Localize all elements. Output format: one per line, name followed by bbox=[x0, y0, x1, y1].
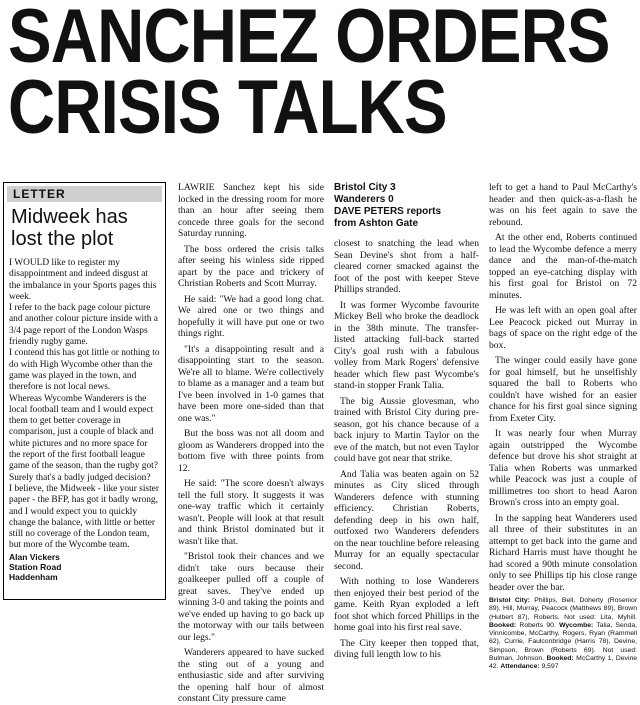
byline-score-home: Bristol City 3 bbox=[334, 182, 396, 193]
letter-paragraph: Whereas Wycombe Wanderers is the local football team and I would expect them to get better coverage in comparison, just a couple of black and white pictures and no more space for the report of the first football league game of the season, than the rugby got? bbox=[9, 393, 158, 472]
byline-venue: from Ashton Gate bbox=[334, 218, 419, 229]
article-paragraph: He said: "We had a good long chat. We aired one or two things and hopefully it will have put one or two things right. bbox=[178, 293, 324, 339]
letter-paragraph: I WOULD like to register my disappointment and indeed disgust at the imbalance in your Sports pages this week. bbox=[9, 258, 157, 302]
article-paragraph: closest to snatching the lead when Sean Devine's shot from a half-cleared corner smacked against the foot of the post with keeper Steve Phillips stranded. bbox=[334, 238, 479, 295]
letter-paragraph: I contend this has got little or nothing to do with High Wycombe other than the game was played in the town, and therefore is not local news. bbox=[9, 348, 160, 393]
team-entry: Attendance: 9,597 bbox=[500, 663, 559, 671]
byline-reporter: DAVE PETERS reports bbox=[334, 206, 442, 217]
article-paragraph: Wanderers appeared to have sucked the sting out of a young and enthusiastic side and after surviving the opening half hour of almost constant City pressure came bbox=[178, 647, 324, 704]
article-paragraph: He said: "The score doesn't always tell the full story. It suggests it was one-way traffic which it certainly wasn't. People will look at that result and think Bristol dominated but it wasn't like that. bbox=[178, 478, 324, 547]
article-paragraph: And Talia was beaten again on 52 minutes as City sliced through Wanderers defence with stunning efficiency. Christian Roberts, defending deep in his own half, outfoxed two Wanderers defenders on the near touchline before releasing Murray for an equally spectacular second. bbox=[334, 468, 479, 572]
article-paragraph: At the other end, Roberts continued to lead the Wycombe defence a merry dance and the man-of-the-match topped an eye-catching display with his first goal for Bristol on 72 minutes. bbox=[489, 232, 637, 301]
article-paragraph: He was left with an open goal after Lee Peacock picked out Murray in bags of space on the right edge of the box. bbox=[489, 305, 637, 351]
article-paragraph: "Bristol took their chances and we didn't take ours because their goalkeeper pulled off a couple of great saves. They've ended up winning 3-0 and taking the points and we've ended up having to go back up the motorway with our tails between our legs." bbox=[178, 551, 324, 643]
article-paragraph: LAWRIE Sanchez kept his side locked in the dressing room for more than an hour after seeing them concede three goals for the second Saturday running. bbox=[178, 182, 324, 239]
letter-paragraph: I believe, the Midweek - like your sister paper - the BFP, has got it badly wrong, and I would expect you to quickly change the balance, with little or better still no coverage of the London team, but more of the Wycombe team. bbox=[9, 483, 159, 551]
article-column-1 bbox=[178, 182, 324, 704]
article-column-3 bbox=[489, 182, 638, 671]
article-paragraph: With nothing to lose Wanderers then enjoyed their best period of the game. Keith Ryan exploded a left foot shot which forced Phillips in the home goal into his first real save. bbox=[334, 576, 479, 633]
letter-signature-name: Alan Vickers bbox=[9, 551, 60, 562]
letter-signature-town: Haddenham bbox=[9, 571, 58, 582]
headline-line-1: SANCHEZ ORDERS bbox=[8, 0, 610, 79]
article-paragraph: But the boss was not all doom and gloom as Wanderers dropped into the bottom five with three points from 12. bbox=[178, 428, 324, 474]
team-entry: Booked: McCarthy 1, Devine 42. bbox=[489, 655, 638, 671]
team-entry: Booked: Roberts 90. bbox=[489, 621, 556, 629]
article-paragraph: In the sapping heat Wanderers used all three of their substitutes in an attempt to get back into the game and Richard Harris must have thought he had scored a 90th minute consolation only to see Phillips tip his close range header over the bar. bbox=[489, 512, 637, 593]
team-entry: Wycombe: Talia, Senda, Vinnicombe, McCarthy, Rogers, Ryan (Rammell 62), Currie, Faulconbridge (Harris 78), Devine, Simpson, Brown (Roberts 69). Not used: Bulman, Johnson. bbox=[489, 621, 637, 663]
byline-score-away: Wanderers 0 bbox=[334, 194, 394, 205]
letter-box bbox=[3, 182, 166, 600]
headline-line-2: CRISIS TALKS bbox=[8, 65, 447, 150]
article-column-2 bbox=[334, 182, 479, 660]
article-paragraph: The big Aussie glovesman, who trained with Bristol City during pre-season, got his chance because of a back injury to Martin Taylor on the eve of the match, but not even Taylor could have got near that strike. bbox=[334, 395, 479, 464]
letter-paragraph: I refer to the back page colour picture and another colour picture inside with a 3/4 page report of the London Wasps friendly rugby game. bbox=[9, 303, 158, 348]
headline bbox=[8, 0, 610, 150]
letter-signature-street: Station Road bbox=[9, 561, 62, 572]
article-paragraph: "It's a disappointing result and a disappointing start to the season. We're all to blame. We're collectively to blame as a manager and a team but I've been involved in 1-0 games that have been more one-sided than that one was." bbox=[178, 343, 324, 424]
article-paragraph: The winger could easily have gone for goal himself, but he unselfishly squared the ball to Roberts who couldn't have wished for an easier chance for his first goal since signing from Exeter City. bbox=[489, 355, 637, 424]
article-paragraph: The City keeper then topped that, diving full length low to his bbox=[334, 637, 479, 660]
article-paragraph: It was nearly four when Murray again outstripped the Wycombe defence but drove his shot straight at Talia when Roberts was unmarked while Peacock was just a couple of millimetres too short to head Aaron Brown's cross into an empty goal. bbox=[489, 428, 637, 508]
article-paragraph: left to get a hand to Paul McCarthy's header and then quick-as-a-flash he was on his feet again to save the rebound. bbox=[489, 182, 637, 228]
letter-paragraph: Surely that's a badly judged decision? bbox=[9, 472, 151, 483]
byline bbox=[334, 182, 479, 230]
article-paragraph: The boss ordered the crisis talks after seeing his winless side ripped apart by the pace and trickery of Christian Roberts and Scott Murray. bbox=[178, 243, 324, 289]
team-line-ups bbox=[489, 597, 637, 672]
team-entry: Bristol City: Phillips, Bell, Doherty (Rosenior 89), Hill, Murray, Peacock (Matthews 89), Brown (Hulbert 87), Roberts. Not used: Lita, Myhill. bbox=[489, 597, 637, 621]
article-paragraph: It was former Wycombe favourite Mickey Bell who broke the deadlock in the 38th minute. The transfer-listed attacking full-back started City's goal rush with a fabulous volley from Mark Rogers' defensive header which flew past Wycombe's stand-in stopper Frank Talia. bbox=[334, 299, 479, 391]
letter-title: Midweek has lost the plot bbox=[11, 206, 128, 250]
letter-tag: LETTER bbox=[7, 186, 162, 202]
